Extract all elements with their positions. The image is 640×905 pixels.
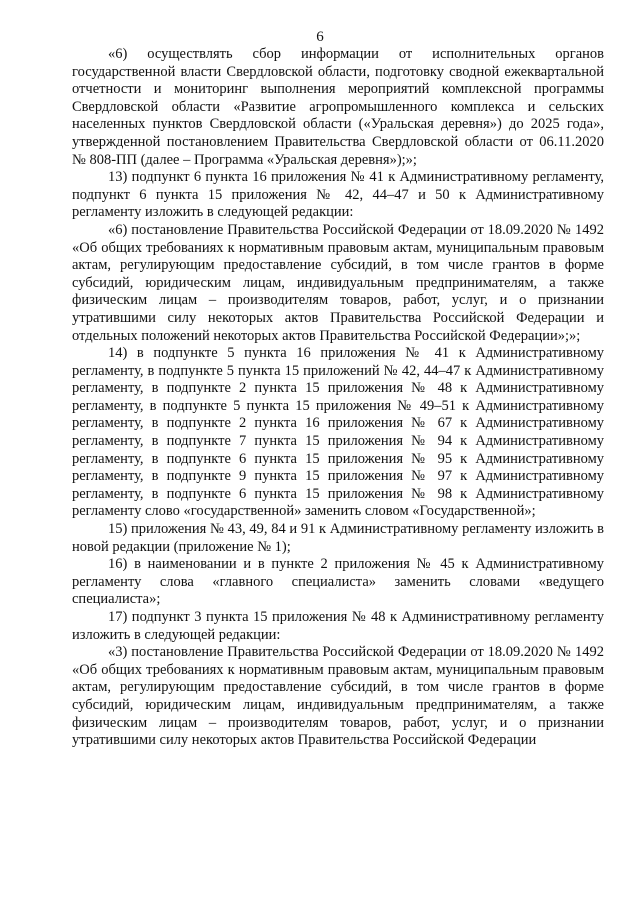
paragraph-item-14: 14) в подпункте 5 пункта 16 приложения № 41 к Административному регламенту, в подпункте 5 пункта 15 приложений № 42, 44–47 к Административному регламенту, в подпункте 2 пункта 15 приложения № 48 к Административному регламенту, в подпункте 5 пункта 15 приложения № 49–51 к Административному регламенту, в подпункте 2 пункта 16 приложения № 67 к Административному регламенту, в подпункте 7 пункта 15 приложения № 94 к Административному регламенту, в подпункте 6 пункта 15 приложения № 95 к Административному регламенту, в подпункте 9 пункта 15 приложения № 97 к Административному регламенту, в подпункте 6 пункта 15 приложения № 98 к Административному регламенту слово «государственной» заменить словом «Государственной»; bbox=[72, 345, 604, 520]
paragraph-item-17: 17) подпункт 3 пункта 15 приложения № 48 к Административному регламенту изложить в следующей редакции: bbox=[72, 609, 604, 643]
paragraph-item-15: 15) приложения № 43, 49, 84 и 91 к Административному регламенту изложить в новой редакции (приложение № 1); bbox=[72, 521, 604, 555]
paragraph-item-13: 13) подпункт 6 пункта 16 приложения № 41 к Административному регламенту, подпункт 6 пункта 15 приложения № 42, 44–47 и 50 к Административному регламенту изложить в следующей редакции: bbox=[72, 169, 604, 221]
page-number: 6 bbox=[316, 29, 324, 45]
document-body bbox=[72, 46, 604, 750]
paragraph-quoted-3: «3) постановление Правительства Российской Федерации от 18.09.2020 № 1492 «Об общих требованиях к нормативным правовым актам, муниципальным правовым актам, регулирующим предоставление субсидий, в том числе грантов в форме субсидий, юридическим лицам, индивидуальным предпринимателям, а также физическим лицам – производителям товаров, работ, услуг, и о признании утратившими силу некоторых актов Правительства Российской Федерации bbox=[72, 644, 604, 749]
paragraph-item-16: 16) в наименовании и в пункте 2 приложения № 45 к Административному регламенту слова «главного специалиста» заменить словами «ведущего специалиста»; bbox=[72, 556, 604, 608]
paragraph-6-statement: «6) осуществлять сбор информации от исполнительных органов государственной власти Свердловской области, подготовку сводной ежеквартальной отчетности и мониторинг выполнения мероприятий комплексной программы Свердловской области «Развитие агропромышленного комплекса и сельских населенных пунктов Свердловской области («Уральская деревня») до 2025 года», утвержденной постановлением Правительства Свердловской области от 06.11.2020 № 808-ПП (далее – Программа «Уральская деревня»);»; bbox=[72, 46, 604, 168]
paragraph-quoted-6: «6) постановление Правительства Российской Федерации от 18.09.2020 № 1492 «Об общих требованиях к нормативным правовым актам, муниципальным правовым актам, регулирующим предоставление субсидий, в том числе грантов в форме субсидий, юридическим лицам, индивидуальным предпринимателям, а также физическим лицам – производителям товаров, работ, услуг, и о признании утратившими силу некоторых актов Правительства Российской Федерации и отдельных положений некоторых актов Правительства Российской Федерации»;»; bbox=[72, 221, 604, 344]
